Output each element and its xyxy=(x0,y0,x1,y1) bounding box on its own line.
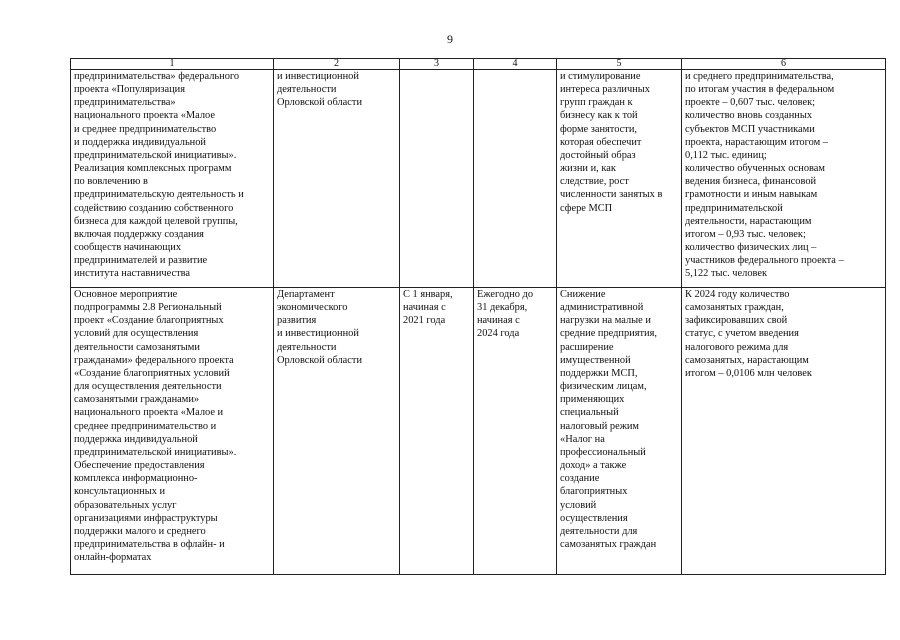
cell-text-line: и среднего предпринимательства, xyxy=(685,71,834,82)
cell-text-line: бизнесу как к той xyxy=(560,110,638,122)
column-header-2: 2 xyxy=(274,59,400,70)
table-cell-result xyxy=(557,288,682,575)
column-header-1: 1 xyxy=(71,59,274,70)
cell-text-line: предпринимательской инициативы». xyxy=(74,446,237,458)
cell-text-line: онлайн-форматах xyxy=(74,552,152,564)
table-row xyxy=(71,288,886,575)
cell-text-line: по вовлечению в xyxy=(74,176,148,188)
cell-text-line: количество физических лиц – xyxy=(685,242,817,254)
cell-text-line: проекте – 0,607 тыс. человек; xyxy=(685,97,816,109)
table-cell-end xyxy=(474,288,557,575)
cell-text-line: условий для осуществления xyxy=(74,328,199,340)
cell-text-line: Орловской области xyxy=(277,97,363,109)
cell-text-line: «Создание благоприятных условий xyxy=(74,367,230,379)
cell-text-line: нагрузки на малые и xyxy=(560,315,651,327)
cell-text-line: развития xyxy=(277,315,317,327)
cell-text-line: достойный образ xyxy=(560,149,636,161)
cell-text-line: среднее предпринимательство и xyxy=(74,420,217,432)
cell-text-line: которая обеспечит xyxy=(560,136,642,148)
cell-text-line: и инвестиционной xyxy=(277,328,359,340)
cell-text-line: К 2024 году количество xyxy=(685,289,790,300)
table-cell-end xyxy=(474,70,557,288)
cell-text-line: 5,122 тыс. человек xyxy=(685,268,768,280)
cell-text-line: поддержка индивидуальной xyxy=(74,433,198,445)
cell-text-line: зафиксировавших свой xyxy=(685,315,788,327)
cell-text-line: ведения бизнеса, финансовой xyxy=(685,176,817,188)
cell-text-line: интереса различных xyxy=(560,84,650,96)
cell-text-line: проект «Создание благоприятных xyxy=(74,315,224,327)
cell-text-line: статус, с учетом введения xyxy=(685,328,799,340)
table-header-row xyxy=(71,59,886,70)
cell-text-line: Орловской области xyxy=(277,354,363,366)
cell-text-line: 2024 года xyxy=(477,328,520,340)
cell-text-line: деятельности xyxy=(277,341,337,353)
cell-text-line: предпринимательства в офлайн- и xyxy=(74,538,225,550)
cell-text-line: проекта, нарастающим итогом – xyxy=(685,136,828,148)
column-header-3: 3 xyxy=(400,59,474,70)
cell-text-line: осуществления xyxy=(560,512,628,524)
cell-text-line: создание xyxy=(560,473,600,485)
column-header-5: 5 xyxy=(557,59,682,70)
cell-text-line: самозанятыми гражданами» xyxy=(74,394,200,406)
cell-text-line: образовательных услуг xyxy=(74,499,177,511)
page-number: 9 xyxy=(447,32,453,46)
cell-text-line: итогом – 0,93 тыс. человек; xyxy=(685,228,806,240)
column-header-6: 6 xyxy=(682,59,886,70)
cell-text-line: «Налог на xyxy=(560,433,605,445)
cell-text-line: средние предприятия, xyxy=(560,328,657,340)
cell-text-line: самозанятых граждан xyxy=(560,538,657,550)
cell-text-line: сообществ начинающих xyxy=(74,242,182,254)
cell-text-line: гражданами» федерального проекта xyxy=(74,354,234,366)
cell-text-line: налогового режима для xyxy=(685,341,789,353)
cell-text-line: форме занятости, xyxy=(560,123,637,135)
cell-text-line: комплекса информационно- xyxy=(74,473,198,485)
cell-text-line: поддержки МСП, xyxy=(560,367,638,379)
table-cell-result xyxy=(557,70,682,288)
cell-text-line: физическим лицам, xyxy=(560,381,647,393)
cell-text-line: следствие, рост xyxy=(560,176,629,188)
cell-text-line: организациями инфраструктуры xyxy=(74,512,218,524)
cell-text-line: деятельности, нарастающим xyxy=(685,215,812,227)
cell-text-line: предпринимательства» xyxy=(74,97,176,109)
cell-text-line: С 1 января, xyxy=(403,289,453,300)
table-row xyxy=(71,70,886,288)
cell-text-line: начиная с xyxy=(477,315,520,327)
cell-text-line: 0,112 тыс. единиц; xyxy=(685,149,767,161)
cell-text-line: самозанятых граждан, xyxy=(685,302,784,314)
cell-text-line: имущественной xyxy=(560,354,631,366)
cell-text-line: Снижение xyxy=(560,289,606,300)
cell-text-line: и стимулирование xyxy=(560,71,641,82)
cell-text-line: количество обученных основам xyxy=(685,163,825,175)
cell-text-line: итогом – 0,0106 млн человек xyxy=(685,367,812,379)
cell-text-line: деятельности самозанятыми xyxy=(74,341,200,353)
cell-text-line: Основное мероприятие xyxy=(74,289,178,300)
cell-text-line: бизнеса для каждой целевой группы, xyxy=(74,215,238,227)
cell-text-line: национального проекта «Малое xyxy=(74,110,215,122)
cell-text-line: профессиональный xyxy=(560,446,646,458)
table-cell-responsible xyxy=(274,288,400,575)
cell-text-line: самозанятых, нарастающим xyxy=(685,354,809,366)
cell-text-line: участников федерального проекта – xyxy=(685,255,844,267)
cell-text-line: Реализация комплексных программ xyxy=(74,163,232,175)
cell-text-line: предпринимательства» федерального xyxy=(74,71,240,82)
cell-text-line: деятельности для xyxy=(560,525,638,537)
column-header-4: 4 xyxy=(474,59,557,70)
cell-text-line: сфере МСП xyxy=(560,202,613,214)
cell-text-line: групп граждан к xyxy=(560,97,633,109)
cell-text-line: деятельности xyxy=(277,84,337,96)
cell-text-line: для осуществления деятельности xyxy=(74,381,222,393)
table-cell-activity xyxy=(71,288,274,575)
cell-text-line: численности занятых в xyxy=(560,189,663,201)
cell-text-line: расширение xyxy=(560,341,614,353)
table-cell-start xyxy=(400,288,474,575)
cell-text-line: и инвестиционной xyxy=(277,71,359,82)
cell-text-line: грамотности и иным навыкам xyxy=(685,189,818,201)
cell-text-line: жизни и, как xyxy=(560,163,616,175)
table-cell-indicators xyxy=(682,70,886,288)
cell-text-line: Обеспечение предоставления xyxy=(74,460,205,472)
table-cell-activity xyxy=(71,70,274,288)
cell-text-line: Департамент xyxy=(277,289,335,300)
table-cell-start xyxy=(400,70,474,288)
cell-text-line: и среднее предпринимательство xyxy=(74,123,217,135)
cell-text-line: административной xyxy=(560,302,644,314)
cell-text-line: условий xyxy=(560,499,597,511)
cell-text-line: и поддержка индивидуальной xyxy=(74,136,206,148)
cell-text-line: доход» а также xyxy=(560,460,627,472)
cell-text-line: содействию созданию собственного xyxy=(74,202,234,214)
cell-text-line: проекта «Популяризация xyxy=(74,84,186,96)
cell-text-line: количество вновь созданных xyxy=(685,110,813,122)
cell-text-line: применяющих xyxy=(560,394,625,406)
cell-text-line: 2021 года xyxy=(403,315,446,327)
cell-text-line: специальный xyxy=(560,407,619,419)
cell-text-line: национального проекта «Малое и xyxy=(74,407,224,419)
cell-text-line: включая поддержку создания xyxy=(74,228,204,240)
document-table xyxy=(70,58,886,575)
cell-text-line: налоговый режим xyxy=(560,420,640,432)
cell-text-line: предпринимателей и развитие xyxy=(74,255,208,267)
cell-text-line: консультационных и xyxy=(74,486,166,498)
table-cell-responsible xyxy=(274,70,400,288)
cell-text-line: экономического xyxy=(277,302,348,314)
cell-text-line: предпринимательскую деятельность и xyxy=(74,189,244,201)
cell-text-line: начиная с xyxy=(403,302,446,314)
cell-text-line: института наставничества xyxy=(74,268,191,280)
cell-text-line: подпрограммы 2.8 Региональный xyxy=(74,302,222,314)
cell-text-line: по итогам участия в федеральном xyxy=(685,84,835,96)
cell-text-line: Ежегодно до xyxy=(477,289,534,300)
table-cell-indicators xyxy=(682,288,886,575)
cell-text-line: 31 декабря, xyxy=(477,302,528,314)
cell-text-line: благоприятных xyxy=(560,486,628,498)
cell-text-line: предпринимательской xyxy=(685,202,783,214)
cell-text-line: субъектов МСП участниками xyxy=(685,123,815,135)
cell-text-line: поддержки малого и среднего xyxy=(74,525,206,537)
cell-text-line: предпринимательской инициативы». xyxy=(74,149,237,161)
